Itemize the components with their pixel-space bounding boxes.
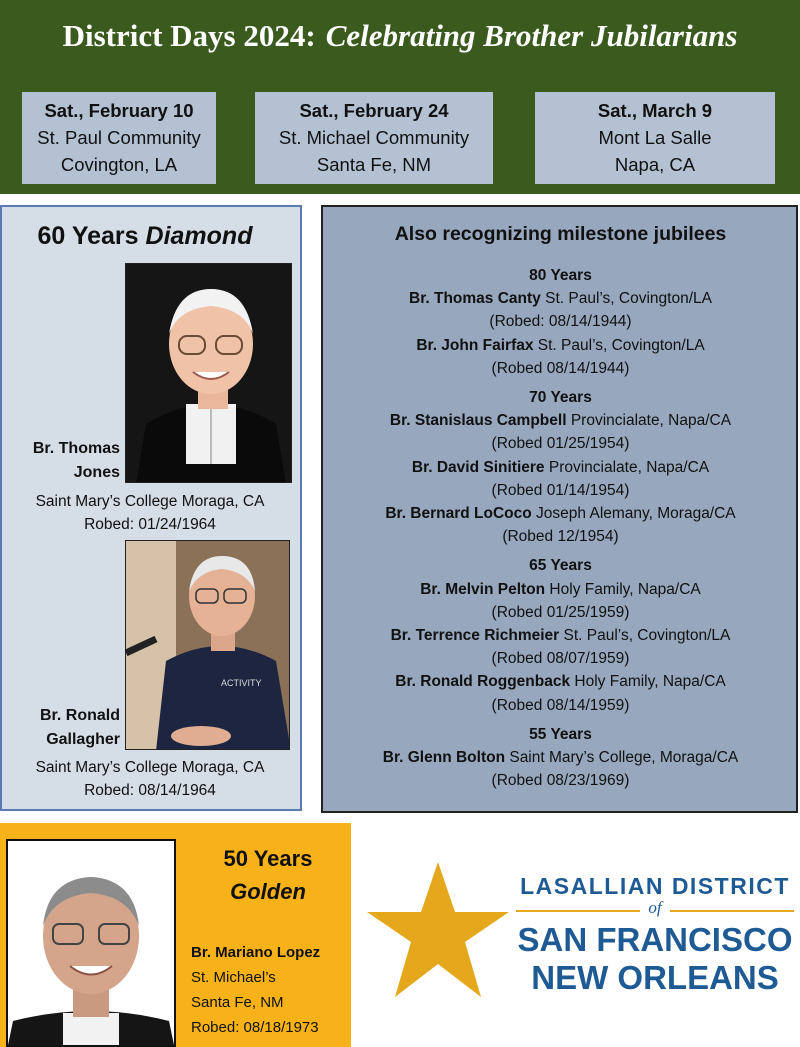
star-icon bbox=[367, 862, 509, 1002]
logo-line3: NEW ORLEANS bbox=[531, 959, 779, 996]
brother-name-1 bbox=[10, 437, 120, 485]
list-item: Br. John Fairfax St. Paul’s, Covington/LA bbox=[416, 336, 705, 354]
golden-heading-line1: 50 Years bbox=[223, 846, 313, 871]
robed-text: (Robed 01/14/1954) bbox=[491, 481, 630, 499]
years-label: 80 Years bbox=[529, 267, 592, 284]
list-item: Br. Melvin Pelton Holy Family, Napa/CA bbox=[420, 580, 701, 598]
date-city: Napa, CA bbox=[614, 154, 696, 175]
brother-info-2 bbox=[0, 756, 300, 802]
date-city: Covington, LA bbox=[60, 154, 178, 175]
title-part1: District Days 2024: bbox=[62, 18, 316, 53]
diamond-heading bbox=[0, 222, 290, 251]
date-box-3 bbox=[535, 92, 775, 184]
college-text: Saint Mary’s College Moraga, CA bbox=[35, 493, 265, 510]
svg-text:ACTIVITY: ACTIVITY bbox=[221, 678, 262, 688]
date-place: St. Michael Community bbox=[278, 127, 470, 148]
years-label: 70 Years bbox=[529, 389, 592, 407]
date-box-1 bbox=[22, 92, 216, 184]
robed-text: (Robed: 08/14/1944) bbox=[489, 313, 632, 331]
logo-rule-right bbox=[670, 910, 794, 912]
list-item: Br. Thomas Canty St. Paul’s, Covington/LA bbox=[409, 290, 712, 308]
robed-text: (Robed 12/1954) bbox=[502, 528, 619, 546]
diamond-heading-italic: Diamond bbox=[145, 222, 253, 250]
photo-ronald-gallagher bbox=[125, 540, 290, 750]
robed-text: (Robed 08/07/1959) bbox=[491, 650, 630, 668]
golden-robed: Robed: 08/18/1973 bbox=[191, 1019, 319, 1036]
milestones-list bbox=[323, 264, 798, 792]
date-place: St. Paul Community bbox=[37, 127, 201, 148]
name-line2: Gallagher bbox=[46, 731, 120, 748]
golden-heading-line2: Golden bbox=[230, 879, 306, 904]
name-line1: Br. Ronald bbox=[39, 707, 120, 724]
robed-text: (Robed 08/23/1969) bbox=[491, 772, 630, 790]
list-item: Br. Terrence Richmeier St. Paul’s, Covington/LA bbox=[390, 627, 731, 645]
header-banner bbox=[0, 0, 800, 194]
robed-text: (Robed 08/14/1959) bbox=[491, 696, 630, 714]
photo-mariano-lopez bbox=[6, 839, 176, 1047]
robed-text: (Robed 01/25/1954) bbox=[491, 435, 630, 453]
robed-text: (Robed 01/25/1959) bbox=[491, 603, 630, 621]
logo-line2: SAN FRANCISCO bbox=[517, 921, 793, 958]
brother-info-1 bbox=[0, 490, 300, 536]
name-line1: Br. Thomas bbox=[32, 440, 120, 457]
logo-of: of bbox=[648, 898, 662, 917]
date-city: Santa Fe, NM bbox=[316, 154, 432, 175]
list-item: Br. Ronald Roggenback Holy Family, Napa/CA bbox=[395, 673, 726, 691]
years-label: 65 Years bbox=[529, 557, 592, 575]
date-label: Sat., March 9 bbox=[597, 100, 713, 121]
years-label: 55 Years bbox=[529, 725, 592, 743]
list-item: Br. Stanislaus Campbell Provincialate, Napa/CA bbox=[389, 412, 732, 430]
list-item: Br. Glenn Bolton Saint Mary’s College, Moraga/CA bbox=[382, 749, 739, 767]
golden-name: Br. Mariano Lopez bbox=[191, 944, 321, 961]
robed-text: (Robed 08/14/1944) bbox=[491, 359, 630, 377]
robed-text: Robed: 08/14/1964 bbox=[84, 782, 216, 799]
date-place: Mont La Salle bbox=[598, 127, 712, 148]
title-part2: Celebrating Brother Jubilarians bbox=[325, 18, 738, 53]
photo-thomas-jones bbox=[125, 263, 292, 483]
brother-name-2 bbox=[10, 704, 120, 752]
list-item: Br. Bernard LoCoco Joseph Alemany, Moraga/CA bbox=[385, 505, 736, 523]
robed-text: Robed: 01/24/1964 bbox=[84, 516, 216, 533]
logo-line1: LASALLIAN DISTRICT bbox=[520, 873, 790, 899]
logo-rule-left bbox=[516, 910, 640, 912]
golden-heading bbox=[185, 842, 351, 908]
milestones-heading: Also recognizing milestone jubilees bbox=[394, 223, 727, 245]
name-line2: Jones bbox=[73, 464, 120, 481]
list-item: Br. David Sinitiere Provincialate, Napa/CA bbox=[411, 458, 710, 476]
college-text: Saint Mary’s College Moraga, CA bbox=[35, 759, 265, 776]
golden-line1: St. Michael’s bbox=[191, 969, 276, 986]
date-box-2 bbox=[255, 92, 493, 184]
page-title bbox=[0, 18, 800, 54]
date-label: Sat., February 24 bbox=[299, 100, 449, 121]
date-label: Sat., February 10 bbox=[44, 100, 194, 121]
diamond-heading-plain: 60 Years bbox=[37, 222, 139, 250]
logo-city-names bbox=[516, 921, 794, 997]
golden-line2: Santa Fe, NM bbox=[191, 994, 284, 1011]
golden-info bbox=[191, 940, 320, 1040]
